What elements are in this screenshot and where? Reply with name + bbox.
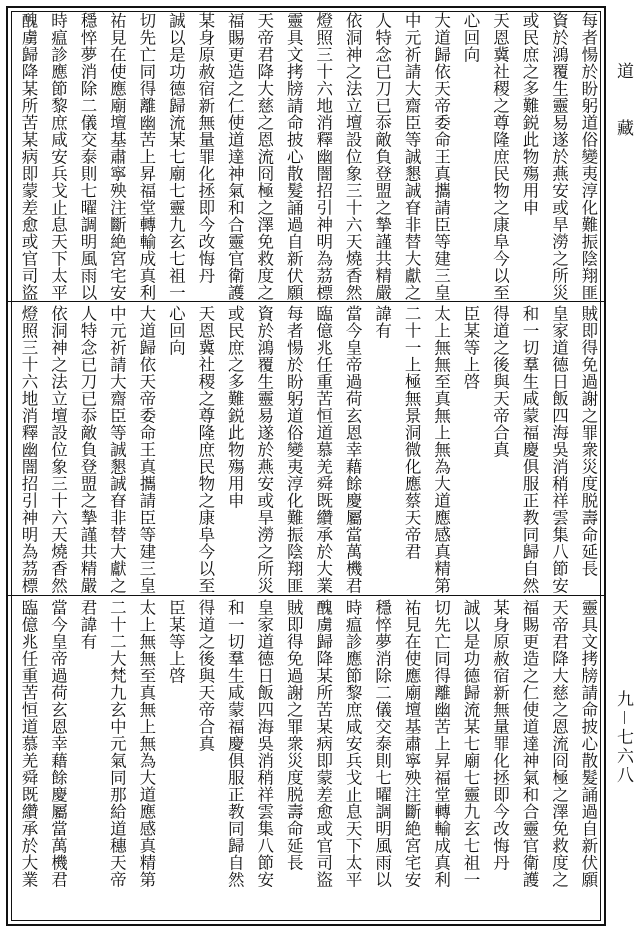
text-band-upper: [12, 12, 600, 301]
text-column: 臣某等上啓: [461, 305, 481, 390]
text-column: 心回向: [166, 305, 186, 356]
text-column: 臨億兆任重苦恒道慕羌舜既纘承於大業: [19, 599, 38, 888]
band-divider: [6, 595, 606, 596]
text-column: 燈照三十六地消釋幽闇招引神明為茘標: [313, 12, 333, 301]
text-column: 某身原赦宿新無量罪化拯即今改悔丹: [490, 599, 510, 871]
text-column: 諱有: [372, 305, 392, 339]
text-column: 穩悴夢消除二儀交泰則七曜調明風雨以: [77, 12, 97, 301]
text-column: 得道之後與天帝合真: [195, 599, 215, 752]
text-column: 大道歸依天帝委命王真攜請臣等建三皇: [136, 305, 156, 594]
text-column: 心回向: [461, 12, 481, 63]
text-band-middle: [12, 305, 600, 594]
text-column: 太上無無至真無上無為大道應感真精第: [136, 599, 156, 888]
text-column: 切先亡同得離幽苦上昇福堂轉輸成真利: [431, 599, 451, 888]
text-column: 天恩冀社稷之尊隆庶民物之康阜今以至: [490, 12, 510, 301]
text-column: 賊即得免過謝之罪衆災度脱壽命延長: [578, 305, 598, 577]
text-column: 天帝君降大慈之恩流冏極之澤免救度之: [549, 599, 569, 888]
text-column: 和一切羣生咸蒙福慶俱服正教同歸自然: [519, 305, 539, 594]
text-column: 時瘟診應節黎庶咸安兵戈止息天下太平: [48, 12, 68, 301]
text-column: 醜虜歸降某所苦某病即蒙差愈或官司盜: [19, 12, 38, 301]
band-divider: [6, 301, 606, 302]
text-column: 每者愓於盼躬道俗變夷淳化難振陰翔匪: [578, 12, 598, 301]
text-column: 太上無無至真無上無為大道應感真精第: [431, 305, 451, 594]
text-column: 誠以是功德歸流某七廟七靈九玄七祖一: [461, 599, 481, 888]
text-column: 人特念已刀已忝敵負登盟之摯謹共精嚴: [372, 12, 392, 301]
text-column: 君諱有: [77, 599, 97, 650]
text-column: 時瘟診應節黎庶咸安兵戈止息天下太平: [343, 599, 363, 888]
text-column: 誠以是功德歸流某七廟七靈九玄七祖一: [166, 12, 186, 301]
text-column: 祐見在使應廟壇基肅寧殃注斷絶宮宅安: [402, 599, 422, 888]
text-column: 某身原赦宿新無量罪化拯即今改悔丹: [195, 12, 215, 284]
text-column: 中元祈請大齋臣等誠懇誠眘非替大獻之: [402, 12, 422, 301]
text-column: 依洞神之法立壇設位象三十六天燒香然: [343, 12, 363, 301]
text-column: 穩悴夢消除二儀交泰則七曜調明風雨以: [372, 599, 392, 888]
text-column: 或民庶之多難鋭此物殤用申: [519, 12, 539, 216]
text-band-lower: [12, 599, 600, 917]
text-column: 醜虜歸降某所苦某病即蒙差愈或官司盜: [313, 599, 333, 888]
text-column: 每者愓於盼躬道俗變夷淳化難振陰翔匪: [284, 305, 304, 594]
text-column: 大道歸依天帝委命王真攜請臣等建三皇: [431, 12, 451, 301]
text-column: 和一切羣生咸蒙福慶俱服正教同歸自然: [225, 599, 245, 888]
text-column: 資於鴻覆生靈易遂於燕安或旱澇之所災: [549, 12, 569, 301]
text-column: 福賜更造之仁使道達神氣和合靈官衛護: [519, 599, 539, 888]
text-column: 臣某等上啓: [166, 599, 186, 684]
text-column: 二十一上極無景洞微化應蔡天帝君: [402, 305, 422, 560]
text-column: 靈具文拷牓請命披心散髮誦過自新伏願: [284, 12, 304, 301]
text-column: 燈照三十六地消釋幽闇招引神明為茘標: [19, 305, 38, 594]
text-column: 賊即得免過謝之罪衆災度脱壽命延長: [284, 599, 304, 871]
text-column: 或民庶之多難鋭此物殤用申: [225, 305, 245, 509]
text-column: 福賜更造之仁使道達神氣和合靈官衛護: [225, 12, 245, 301]
text-column: 資於鴻覆生靈易遂於燕安或旱澇之所災: [254, 305, 274, 594]
text-column: 當今皇帝過荷玄恩幸藉餘慶屬當萬機君: [343, 305, 363, 594]
text-column: 人特念已刀已忝敵負登盟之摯謹共精嚴: [77, 305, 97, 594]
text-column: 皇家道德日飯四海吳消稍祥雲集八節安: [254, 599, 274, 888]
text-column: 切先亡同得離幽苦上昇福堂轉輸成真利: [136, 12, 156, 301]
text-column: 臨億兆任重苦恒道慕羌舜既纘承於大業: [313, 305, 333, 594]
text-column: 得道之後與天帝合真: [490, 305, 510, 458]
text-column: 中元祈請大齋臣等誠懇誠眘非替大獻之: [107, 305, 127, 594]
page-number: 九－七六八: [613, 690, 633, 785]
text-column: 二十二大梵九玄中元氣同那給道穗天帝: [107, 599, 127, 888]
collection-title: 道藏: [613, 62, 633, 176]
text-column: 天恩冀社稷之尊隆庶民物之康阜今以至: [195, 305, 215, 594]
text-column: 祐見在使應廟壇基肅寧殃注斷絶宮宅安: [107, 12, 127, 301]
text-column: 當今皇帝過荷玄恩幸藉餘慶屬當萬機君: [48, 599, 68, 888]
text-column: 皇家道德日飯四海吳消稍祥雲集八節安: [549, 305, 569, 594]
text-column: 依洞神之法立壇設位象三十六天燒香然: [48, 305, 68, 594]
text-column: 靈具文拷牓請命披心散髮誦過自新伏願: [578, 599, 598, 888]
text-column: 天帝君降大慈之恩流冏極之澤免救度之: [254, 12, 274, 301]
